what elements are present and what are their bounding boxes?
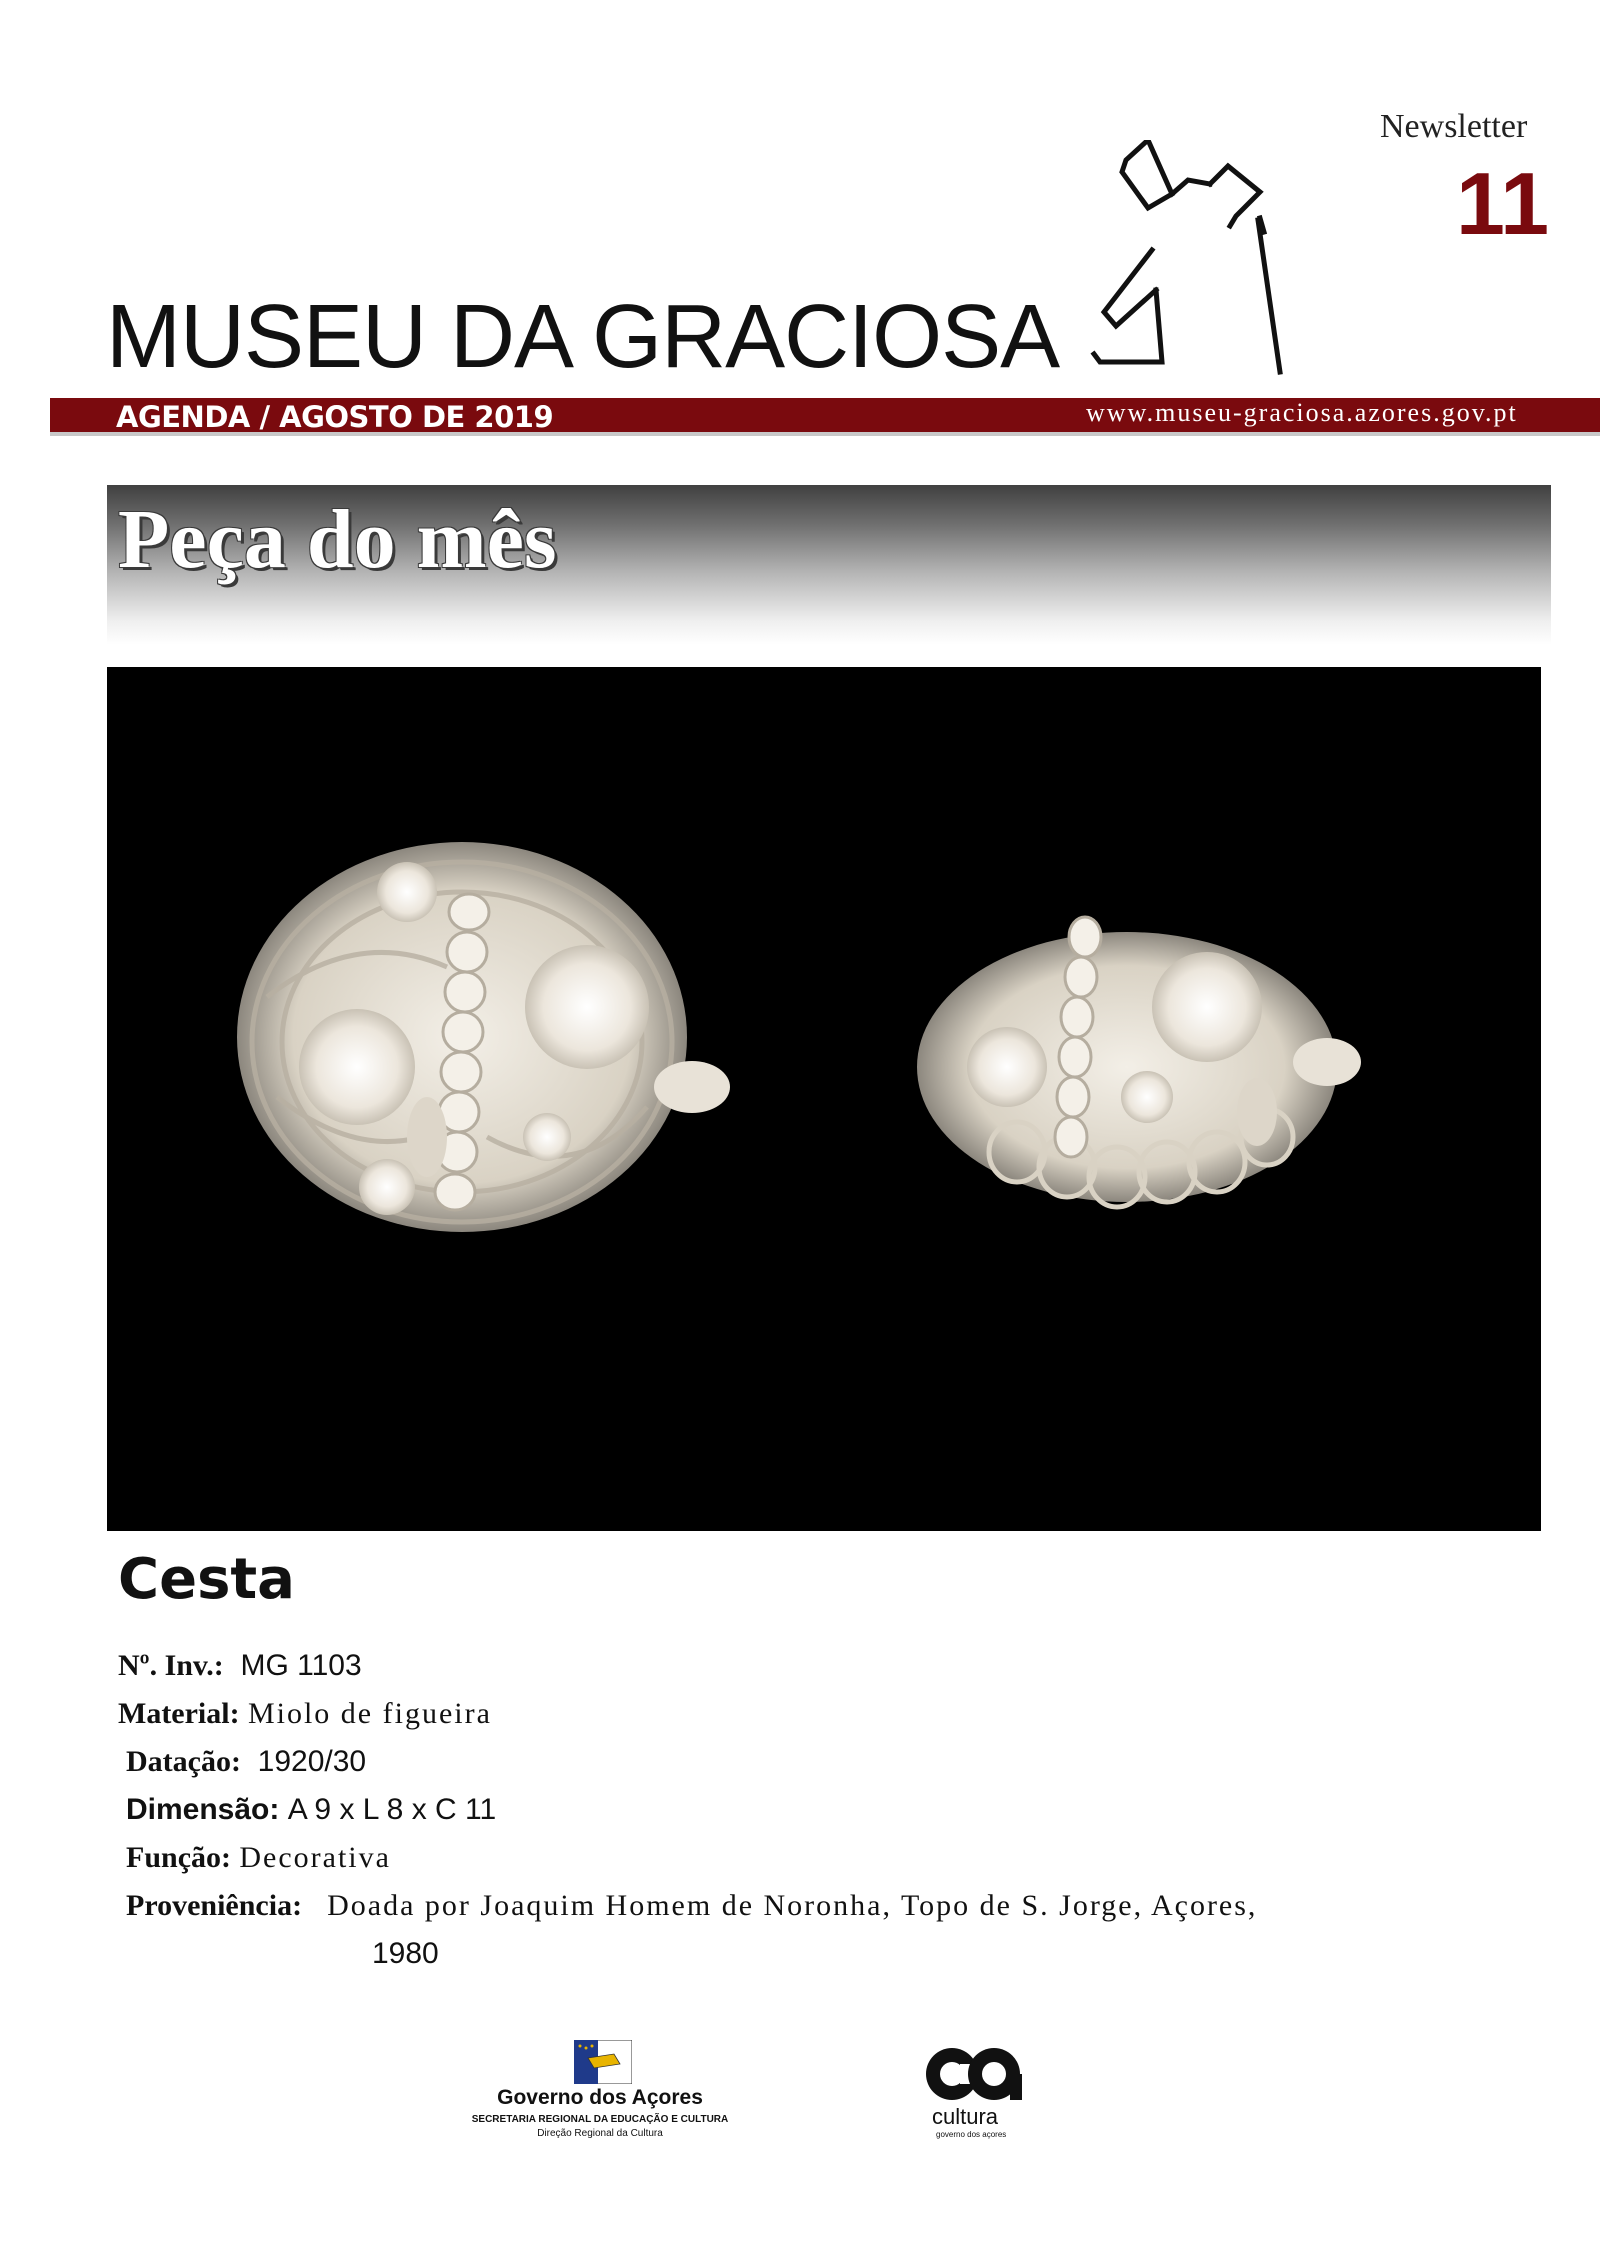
agenda-date: AGENDA / AGOSTO DE 2019 bbox=[116, 400, 554, 434]
field-dimension: Dimensão: A 9 x L 8 x C 11 bbox=[126, 1793, 497, 1826]
field-inventory: Nº. Inv.: MG 1103 bbox=[118, 1649, 362, 1682]
field-provenance-value: Doada por Joaquim Homem de Noronha, Topo de S. Jorge, Açores, bbox=[327, 1889, 1258, 1922]
field-inventory-label: Nº. Inv. bbox=[118, 1649, 214, 1682]
cultura-mark-icon bbox=[920, 2044, 1030, 2104]
newsletter-label: Newsletter bbox=[1380, 108, 1528, 145]
gov-direction: Direção Regional da Cultura bbox=[537, 2128, 663, 2139]
gov-secretariat: SECRETARIA REGIONAL DA EDUCAÇÃO E CULTURA bbox=[471, 2114, 729, 2125]
field-dating-value: 1920/30 bbox=[257, 1745, 367, 1778]
field-inventory-value: MG 1103 bbox=[240, 1649, 362, 1682]
website-url: www.museu-graciosa.azores.gov.pt bbox=[1086, 398, 1518, 427]
cultura-logo bbox=[920, 2044, 1030, 2144]
field-dating-label: Datação bbox=[126, 1745, 231, 1778]
cultura-word: cultura bbox=[932, 2104, 999, 2129]
field-dimension-value: A 9 x L 8 x C 11 bbox=[287, 1793, 497, 1826]
field-function-label: Função bbox=[126, 1841, 222, 1874]
field-function: Função: Decorativa bbox=[126, 1841, 391, 1874]
field-dating: Datação: 1920/30 bbox=[126, 1745, 367, 1778]
gov-name: Governo dos Açores bbox=[497, 2086, 703, 2109]
section-title: Peça do mês bbox=[118, 493, 557, 586]
field-dimension-label: Dimensão bbox=[126, 1793, 270, 1826]
gov-acores-logo bbox=[440, 2040, 760, 2145]
field-provenance: Proveniência: Doada por Joaquim Homem de Noronha, Topo de S. Jorge, Açores, bbox=[126, 1889, 1258, 1922]
field-provenance-value-continued: 1980 bbox=[372, 1937, 439, 1970]
cultura-subtitle: governo dos açores bbox=[936, 2130, 1007, 2139]
object-photo bbox=[107, 667, 1541, 1531]
field-material-value: Miolo de figueira bbox=[247, 1697, 492, 1730]
issue-number: 11 bbox=[1456, 154, 1550, 253]
azores-flag-icon bbox=[574, 2040, 632, 2084]
field-provenance-label: Proveniência bbox=[126, 1889, 293, 1922]
field-material: Material: Miolo de figueira bbox=[118, 1697, 492, 1730]
field-provenance-continued bbox=[372, 1936, 439, 1972]
windmill-logo-icon bbox=[1060, 140, 1300, 380]
object-title: Cesta bbox=[118, 1547, 295, 1612]
field-material-label: Material bbox=[118, 1697, 230, 1730]
field-function-value: Decorativa bbox=[239, 1841, 391, 1874]
museum-title: MUSEU DA GRACIOSA bbox=[106, 287, 1060, 387]
